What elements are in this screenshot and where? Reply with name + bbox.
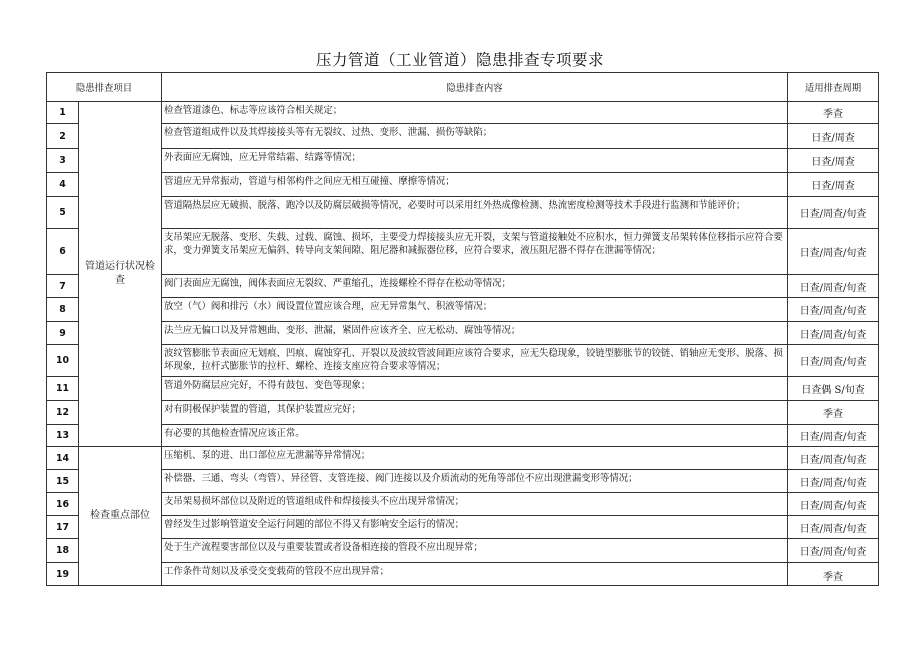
row-number: 14 <box>47 447 79 470</box>
row-number: 8 <box>47 298 79 322</box>
row-period: 日查偶 S/旬查 <box>788 377 879 401</box>
row-content: 检查管道漆色、标志等应该符合相关规定； <box>162 102 788 124</box>
table-row <box>47 377 879 401</box>
row-period: 日查/周查 <box>788 124 879 149</box>
table-row <box>47 345 879 377</box>
row-period: 日查/周查/旬查 <box>788 298 879 322</box>
row-period: 日查/周查/旬查 <box>788 322 879 345</box>
row-period: 季查 <box>788 563 879 586</box>
row-number: 4 <box>47 173 79 197</box>
category-operation: 管道运行状况检查 <box>79 102 162 447</box>
table-row <box>47 298 879 322</box>
row-period: 日查/周查/旬查 <box>788 447 879 470</box>
table-row <box>47 493 879 516</box>
table-row <box>47 102 879 124</box>
table-row <box>47 229 879 275</box>
row-number: 17 <box>47 516 79 539</box>
table-row <box>47 447 879 470</box>
row-number: 9 <box>47 322 79 345</box>
row-number: 3 <box>47 149 79 173</box>
row-content: 阀门表面应无腐蚀，阀体表面应无裂纹、严重缩孔，连接螺栓不得存在松动等情况； <box>162 275 788 298</box>
table-row <box>47 197 879 229</box>
table-row <box>47 275 879 298</box>
row-content: 波纹管膨胀节表面应无划痕、凹痕、腐蚀穿孔、开裂以及波纹管波间距应该符合要求，应无失稳现象，铰链型膨胀节的铰链、销轴应无变形、脱落、损坏现象，拉杆式膨胀节的拉杆、螺栓、连接支座应符合要求等情况； <box>162 345 788 377</box>
header-item: 隐患排查项目 <box>47 73 162 102</box>
row-number: 15 <box>47 470 79 493</box>
row-content: 法兰应无偏口以及异常翘曲、变形、泄漏，紧固件应该齐全、应无松动、腐蚀等情况； <box>162 322 788 345</box>
row-period: 日查/周查/旬查 <box>788 229 879 275</box>
row-number: 1 <box>47 102 79 124</box>
row-content: 曾经发生过影响管道安全运行问题的部位不得又有影响安全运行的情况； <box>162 516 788 539</box>
row-period: 日查/周查/旬查 <box>788 345 879 377</box>
row-number: 10 <box>47 345 79 377</box>
inspection-table <box>46 72 879 586</box>
row-number: 18 <box>47 539 79 563</box>
row-content: 管道应无异常振动，管道与相邻构件之间应无相互碰撞、摩擦等情况； <box>162 173 788 197</box>
row-content: 处于生产流程要害部位以及与重要装置或者设备相连接的管段不应出现异常； <box>162 539 788 563</box>
row-number: 12 <box>47 401 79 425</box>
row-period: 季查 <box>788 102 879 124</box>
row-number: 19 <box>47 563 79 586</box>
row-content: 补偿器、三通、弯头（弯管）、异径管、支管连接、阀门连接以及介质流动的死角等部位不应出现泄漏变形等情况； <box>162 470 788 493</box>
table-header-row <box>47 73 879 102</box>
page-title: 压力管道（工业管道）隐患排查专项要求 <box>315 51 604 69</box>
row-number: 11 <box>47 377 79 401</box>
table-row <box>47 124 879 149</box>
header-period: 适用排查周期 <box>788 73 879 102</box>
table-row <box>47 149 879 173</box>
row-period: 日查/周查/旬查 <box>788 516 879 539</box>
table-row <box>47 173 879 197</box>
row-number: 6 <box>47 229 79 275</box>
table-row <box>47 322 879 345</box>
header-content: 隐患排查内容 <box>162 73 788 102</box>
row-content: 支吊架易损坏部位以及附近的管道组成件和焊接接头不应出现异常情况； <box>162 493 788 516</box>
table-row <box>47 425 879 447</box>
table-row <box>47 516 879 539</box>
row-number: 2 <box>47 124 79 149</box>
row-content: 支吊架应无脱落、变形、失载、过载、腐蚀、损坏，主要受力焊接接头应无开裂，支架与管道接触处不应积水，恒力弹簧支吊架转体位移指示应符合要求，变力弹簧支吊架应无偏斜、转导向支架间隙、阻尼器和减振器位移，应符合要求，液压阻尼器不得存在泄漏等情况； <box>162 229 788 275</box>
row-content: 放空（气）阀和排污（水）阀设置位置应该合理，应无异常集气、积液等情况； <box>162 298 788 322</box>
row-number: 13 <box>47 425 79 447</box>
row-number: 16 <box>47 493 79 516</box>
row-period: 日查/周查/旬查 <box>788 275 879 298</box>
row-content: 工作条件苛刻以及承受交变载荷的管段不应出现异常； <box>162 563 788 586</box>
row-period: 日查/周查/旬查 <box>788 470 879 493</box>
row-period: 日查/周查 <box>788 173 879 197</box>
row-content: 对有阴极保护装置的管道，其保护装置应完好； <box>162 401 788 425</box>
row-content: 管道外防腐层应完好，不得有鼓包、变色等现象； <box>162 377 788 401</box>
row-period: 日查/周查/旬查 <box>788 539 879 563</box>
row-content: 外表面应无腐蚀，应无异常结霜、结露等情况； <box>162 149 788 173</box>
row-period: 日查/周查/旬查 <box>788 493 879 516</box>
row-number: 5 <box>47 197 79 229</box>
row-content: 压缩机、泵的进、出口部位应无泄漏等异常情况； <box>162 447 788 470</box>
row-period: 季查 <box>788 401 879 425</box>
table-row <box>47 401 879 425</box>
table-row <box>47 470 879 493</box>
row-content: 管道隔热层应无破损、脱落、跑冷以及防腐层破损等情况，必要时可以采用红外热成像检测、热流密度检测等技术手段进行监测和节能评价； <box>162 197 788 229</box>
row-number: 7 <box>47 275 79 298</box>
table-row <box>47 563 879 586</box>
category-key-parts: 检查重点部位 <box>79 447 162 586</box>
row-period: 日查/周查/旬查 <box>788 197 879 229</box>
table-row <box>47 539 879 563</box>
row-period: 日查/周查/旬查 <box>788 425 879 447</box>
row-content: 检查管道组成件以及其焊接接头等有无裂纹、过热、变形、泄漏、损伤等缺陷； <box>162 124 788 149</box>
row-period: 日查/周查 <box>788 149 879 173</box>
row-content: 有必要的其他检查情况应该正常。 <box>162 425 788 447</box>
